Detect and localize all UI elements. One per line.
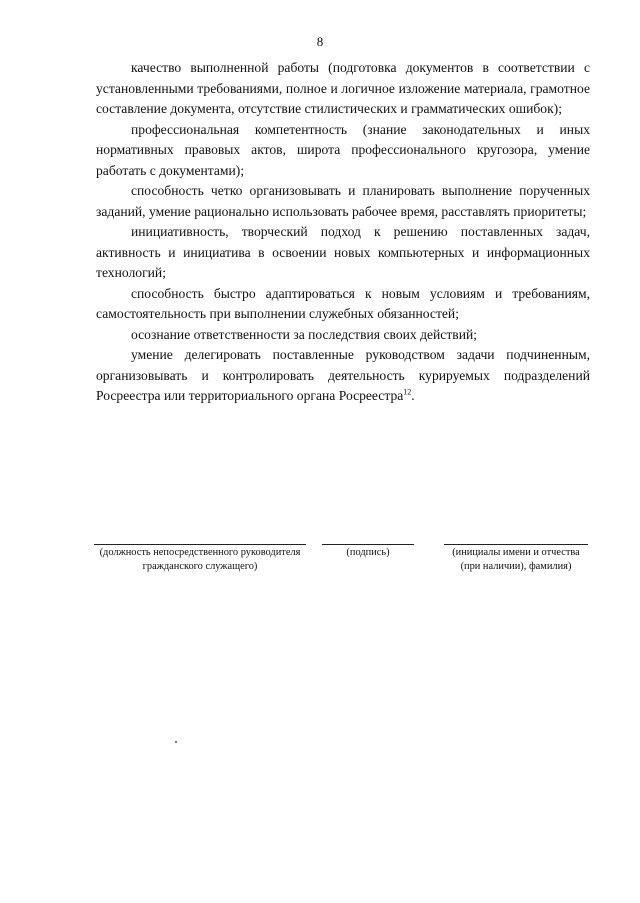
paragraph-work-quality: качество выполненной работы (подготовка документов в соответствии с установленными требованиями, полное и логичное изложение материала, грамотное составление документа, отсутствие стилистических и грамматических ошибок); — [96, 60, 590, 116]
page-number: 8 — [316, 34, 324, 49]
signature-name-field — [444, 544, 588, 573]
paragraph-delegation — [96, 345, 590, 407]
paragraph-planning-ability: способность четко организовывать и планировать выполнение порученных заданий, умение рационально использовать рабочее время, расставлять приоритеты; — [96, 183, 590, 219]
signature-name-line — [444, 544, 588, 545]
signature-name-caption: (инициалы имени и отчества (при наличии), фамилия) — [452, 547, 580, 572]
signature-field — [322, 544, 414, 560]
document-body — [96, 58, 590, 407]
paragraph-delegation-end: . — [411, 388, 415, 403]
signature-caption: (подпись) — [346, 547, 390, 558]
paragraph-responsibility: осознание ответственности за последствия своих действий; — [131, 326, 478, 342]
signature-line — [322, 544, 414, 545]
paragraph-professional-competence: профессиональная компетентность (знание законодательных и иных нормативных правовых актов, широта профессионального кругозора, умение работать с документами); — [96, 121, 590, 178]
signature-position-line — [94, 544, 306, 545]
footnote-marker: 12 — [403, 387, 412, 397]
signature-position-field — [94, 544, 306, 573]
signature-position-caption: (должность непосредственного руководителя гражданского служащего) — [99, 547, 301, 572]
scan-speck — [175, 741, 177, 743]
paragraph-adaptability: способность быстро адаптироваться к новым условиям и требованиям, самостоятельность при выполнении служебных обязанностей; — [96, 285, 590, 321]
paragraph-initiative: инициативность, творческий подход к решению поставленных задач, активность и инициатива в освоении новых компьютерных и информационных технологий; — [96, 224, 590, 280]
paragraph-delegation-text: умение делегировать поставленные руководством задачи подчиненным, организовывать и контролировать деятельность курируемых подразделений Росреестра или территориального органа Росреестра — [96, 347, 590, 403]
